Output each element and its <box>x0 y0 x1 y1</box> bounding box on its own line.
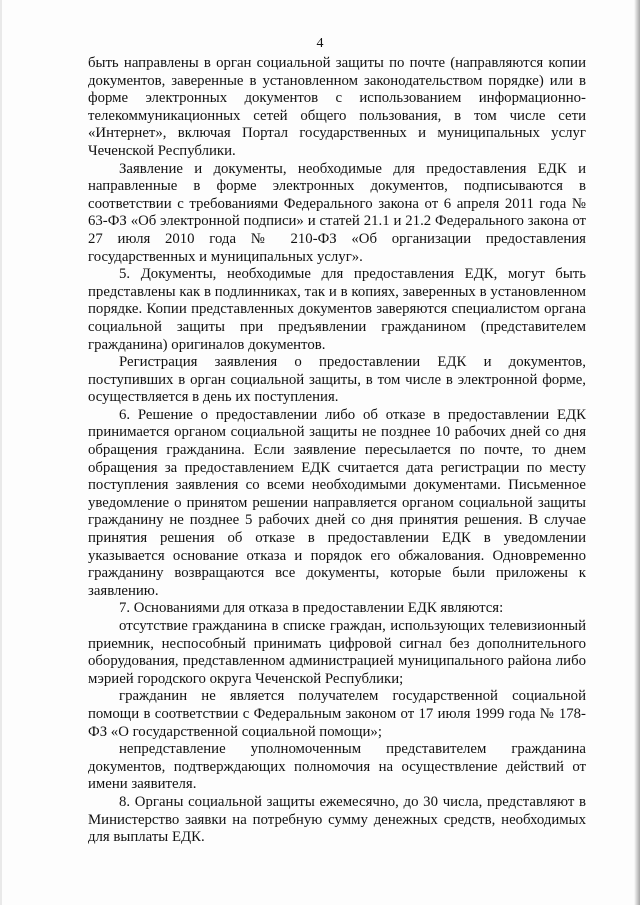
page-number: 4 <box>316 36 324 51</box>
list-item-refusal-no-authority: непредставление уполномоченным представителем гражданина документов, подтверждающих полномочия на осуществление действий от имени заявителя. <box>88 741 586 793</box>
page-left-edge <box>0 0 2 905</box>
paragraph-registration: Регистрация заявления о предоставлении ЕДК и документов, поступивших в орган социальной защиты, в том числе в электронной форме, осуществляется в день их поступления. <box>88 354 586 406</box>
paragraph-8-monthly-requests: 8. Органы социальной защиты ежемесячно, до 30 числа, представляют в Министерство заявки на потребную сумму денежных средств, необходимых для выплаты ЕДК. <box>88 793 586 846</box>
page-right-edge <box>634 0 640 905</box>
list-item-refusal-not-recipient: гражданин не является получателем государственной социальной помощи в соответствии с Федеральным законом от 17 июля 1999 года № 178-ФЗ «О государственной социальной помощи»; <box>88 688 586 740</box>
document-body <box>88 55 586 847</box>
paragraph-6-decision: 6. Решение о предоставлении либо об отказе в предоставлении ЕДК принимается органом социальной защиты не позднее 10 рабочих дней со дня обращения гражданина. Если заявление пересылается по почте, то днем обращения за предоставлением ЕДК считается дата регистрации по месту поступления заявления со всеми необходимыми документами. Письменное уведомление о принятом решении направляется органом социальной защиты гражданину не позднее 5 рабочих дней со дня принятия решения. В случае принятия решения об отказе в предоставлении ЕДК в уведомлении указывается основание отказа и порядок его обжалования. Одновременно гражданину возвращаются все документы, которые были приложены к заявлению. <box>88 406 586 599</box>
paragraph-7-refusal-grounds: 7. Основаниями для отказа в предоставлении ЕДК являются: <box>119 600 504 617</box>
paragraph-electronic-signature: Заявление и документы, необходимые для предоставления ЕДК и направленные в форме электронных документов, подписываются в соответствии с требованиями Федерального закона от 6 апреля 2011 года № 63-ФЗ «Об электронной подписи» и статей 21.1 и 21.2 Федерального закона от 27 июля 2010 года № 210-ФЗ «Об организации предоставления государственных и муниципальных услуг». <box>88 160 586 265</box>
paragraph-continuation: быть направлены в орган социальной защиты по почте (направляются копии документов, заверенные в установленном законодательством порядке) или в форме электронных документов с использованием информационно-телекоммуникационных сетей общего пользования, в том числе сети «Интернет», включая Портал государственных и муниципальных услуг Чеченской Республики. <box>88 55 586 159</box>
paragraph-5-documents: 5. Документы, необходимые для предоставления ЕДК, могут быть представлены как в подлинниках, так и в копиях, заверенных в установленном порядке. Копии представленных документов заверяются специалистом органа социальной защиты при предъявлении гражданином (представителем гражданина) оригиналов документов. <box>88 266 586 353</box>
list-item-refusal-absence: отсутствие гражданина в списке граждан, использующих телевизионный приемник, неспособный принимать цифровой сигнал без дополнительного оборудования, представленном администрацией муниципального района либо мэрией городского округа Чеченской Республики; <box>88 618 586 687</box>
